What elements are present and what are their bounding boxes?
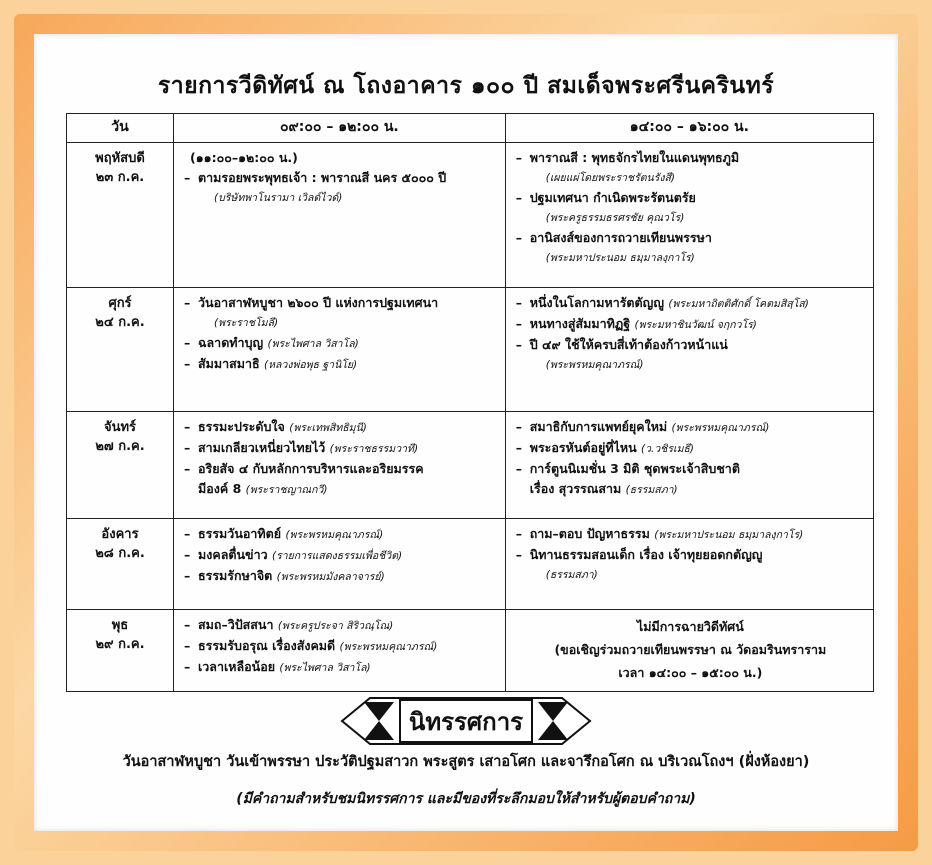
bullet-dash: – <box>184 547 191 562</box>
bullet-dash: – <box>515 295 522 310</box>
program-speaker: (พระมหาชินวัฒน์ จกฺกวโร) <box>634 319 757 331</box>
page-title: รายการวีดิทัศน์ ณ โถงอาคาร ๑๐๐ ปี สมเด็จพระศรีนครินทร์ <box>157 73 775 99</box>
program-title: ธรรมรักษาจิต <box>198 568 273 583</box>
program-speaker: (รายการแสดงธรรมเพื่อชีวิต) <box>271 550 403 562</box>
bullet-dash: – <box>515 440 522 455</box>
header-morning: ๐๙:๐๐ – ๑๒:๐๐ น. <box>174 114 506 143</box>
program-title: ตามรอยพระพุทธเจ้า : พาราณสี นคร ๕๐๐๐ ปี <box>198 170 447 185</box>
program-speaker: (บริษัทพาโนรามา เวิลด์ไวด์) <box>214 192 343 204</box>
schedule-table <box>66 113 874 692</box>
program-title: มีองค์ 8 <box>198 481 242 496</box>
program-title: หนึ่งในโลกามหารัตตัญญู <box>529 295 664 310</box>
time-note: (๑๑:๐๐–๑๒:๐๐ น.) <box>190 150 298 165</box>
program-title: เวลาเหลือน้อย <box>198 659 276 674</box>
program-item <box>516 524 865 545</box>
afternoon-cell <box>505 519 873 610</box>
table-row <box>67 412 874 519</box>
day-name: จันทร์ <box>103 420 137 435</box>
program-speaker: (พระราชธรรมวาที) <box>329 443 419 455</box>
bullet-dash: – <box>515 230 522 245</box>
bullet-dash: – <box>515 337 522 352</box>
bullet-dash: – <box>184 638 191 653</box>
bullet-dash: – <box>515 190 522 205</box>
bullet-dash: – <box>515 316 522 331</box>
bullet-dash: – <box>184 335 191 350</box>
program-title: ธรรมวันอาทิตย์ <box>198 526 282 541</box>
program-title: พาราณสี : พุทธจักรไทยในแดนพุทธภูมิ <box>529 150 740 165</box>
program-speaker: (ธรรมสภา) <box>545 569 598 581</box>
program-speaker: (หลวงพ่อพุธ ฐานิโย) <box>264 359 358 371</box>
program-speaker: (พระไพศาล วิสาโล) <box>267 338 359 350</box>
day-cell <box>67 610 174 692</box>
bullet-dash: – <box>184 170 191 185</box>
program-title: สมถ–วิปัสสนา <box>198 617 274 632</box>
day-name: พุธ <box>111 618 129 633</box>
program-item <box>516 459 865 479</box>
bullet-dash: – <box>515 419 522 434</box>
program-speaker: (พระครูธรรมธรศรชัย คุณวโร) <box>545 212 685 224</box>
table-header-row <box>67 114 874 143</box>
morning-cell <box>174 143 506 288</box>
exhibition-description: วันอาสาฬหบูชา วันเข้าพรรษา ประวัติปฐมสาวก พระสูตร เสาอโศก และจารึกอโศก ณ บริเวณโถงฯ (ฝั่งห้องยา) <box>122 754 810 770</box>
program-speaker: (พระเทพสิทธิมุนี) <box>289 422 367 434</box>
program-continuation <box>516 479 865 500</box>
program-item <box>516 188 865 208</box>
morning-cell <box>174 519 506 610</box>
program-title: เรื่อง สุวรรณสาม <box>529 481 622 496</box>
afternoon-cell <box>505 610 873 692</box>
program-item <box>516 335 865 355</box>
program-item <box>184 636 497 657</box>
program-item <box>184 293 497 313</box>
afternoon-cell <box>505 412 873 519</box>
program-speaker: (ธรรมสภา) <box>625 484 678 496</box>
bullet-dash: – <box>515 526 522 541</box>
program-continuation <box>184 479 497 500</box>
program-speaker: (พระราชญาณกวี) <box>245 484 328 496</box>
bullet-dash: – <box>184 295 191 310</box>
program-title: ปี ๔๙ ใช้ให้ครบสี่เท้าต้องก้าวหน้าแน่ <box>529 337 728 352</box>
bullet-dash: – <box>184 617 191 632</box>
day-date: ๒๙ ก.ค. <box>95 637 145 652</box>
program-item <box>516 148 865 168</box>
bullet-dash: – <box>184 568 191 583</box>
program-speaker: (พระพรหมคุณาภรณ์) <box>671 422 770 434</box>
program-title: หนทางสู่สัมมาทิฏฐิ <box>529 316 631 331</box>
morning-cell <box>174 412 506 519</box>
program-item <box>184 333 497 354</box>
bullet-dash: – <box>184 526 191 541</box>
header-afternoon: ๑๔:๐๐ – ๑๖:๐๐ น. <box>505 114 873 143</box>
program-speaker: (พระมหาประนอม ธมฺมาลงฺกาโร) <box>654 529 804 541</box>
program-title: มงคลตื่นข่าว <box>198 547 268 562</box>
program-item <box>516 438 865 459</box>
morning-cell <box>174 288 506 412</box>
exhibition-note: (มีคำถามสำหรับชมนิทรรศการ และมีของที่ระลึกมอบให้สำหรับผู้ตอบคำถาม) <box>236 791 696 807</box>
morning-cell <box>174 610 506 692</box>
program-item <box>184 657 497 678</box>
program-title: วันอาสาฬหบูชา ๒๖๐๐ ปี แห่งการปฐมเทศนา <box>198 295 439 310</box>
program-title: ธรรมะประดับใจ <box>198 419 285 434</box>
program-speaker: (พระมหาถิตติศักดิ์ โคตมสิสฺโส) <box>668 298 809 310</box>
day-name: ศุกร์ <box>108 296 132 311</box>
bullet-dash: – <box>184 659 191 674</box>
day-name: อังคาร <box>101 527 139 542</box>
program-speaker: (เผยแผ่โดยพระราชรัตนรังสี) <box>545 172 676 184</box>
exhibition-banner <box>334 694 598 748</box>
document-page <box>34 34 898 831</box>
program-item <box>516 228 865 248</box>
no-show-notice: เวลา ๑๔:๐๐ – ๑๕:๐๐ น.) <box>618 665 763 680</box>
program-title: อานิสงส์ของการถวายเทียนพรรษา <box>529 230 712 245</box>
program-title: สัมมาสมาธิ <box>198 356 260 371</box>
program-item <box>184 545 497 566</box>
program-title: ถาม–ตอบ ปัญหาธรรม <box>529 526 650 541</box>
table-row <box>67 143 874 288</box>
program-speaker: (พระพรหมคุณาภรณ์) <box>339 641 438 653</box>
no-show-notice: (ขอเชิญร่วมถวายเทียนพรรษา ณ วัดอมรินทราราม <box>554 642 827 657</box>
program-title: การ์ตูนนิเมชั่น 3 มิติ ชุดพระเจ้าสิบชาติ <box>529 461 740 476</box>
program-speaker: (พระพรหมคุณาภรณ์) <box>285 529 384 541</box>
program-item <box>184 417 497 438</box>
program-speaker: (ว.วชิรเมธี) <box>641 443 695 455</box>
program-speaker: (พระครูประจา สิริวณฺโณ) <box>277 620 394 632</box>
day-cell <box>67 143 174 288</box>
day-name: พฤหัสบดี <box>95 151 145 166</box>
day-date: ๒๘ ก.ค. <box>95 546 145 561</box>
table-row <box>67 519 874 610</box>
afternoon-cell <box>505 288 873 412</box>
program-title: นิทานธรรมสอนเด็ก เรื่อง เจ้าทุยยอดกตัญญู <box>529 547 763 562</box>
day-cell <box>67 412 174 519</box>
day-date: ๒๗ ก.ค. <box>95 439 145 454</box>
program-speaker: (พระมหาประนอม ธมฺมาลงฺกาโร) <box>545 252 695 264</box>
day-cell <box>67 519 174 610</box>
bullet-dash: – <box>184 356 191 371</box>
program-title: สมาธิกับการแพทย์ยุคใหม่ <box>529 419 668 434</box>
program-speaker: (พระพรหมมังคลาจารย์) <box>276 571 385 583</box>
program-item <box>184 354 497 375</box>
day-date: ๒๓ ก.ค. <box>95 170 145 185</box>
program-item <box>184 168 497 188</box>
program-title: อริยสัจ ๔ กับหลักการบริหารและอริยมรรค <box>198 461 424 476</box>
program-title: สามเกลียวเหนี่ยวไทยไว้ <box>198 440 326 455</box>
program-speaker: (พระพรหมคุณาภรณ์) <box>545 359 644 371</box>
no-show-notice: ไม่มีการฉายวิดีทัศน์ <box>636 619 744 634</box>
program-item <box>184 438 497 459</box>
bullet-dash: – <box>515 150 522 165</box>
program-item <box>184 615 497 636</box>
program-title: ธรรมรับอรุณ เรื่องสังคมดี <box>198 638 336 653</box>
program-item <box>184 524 497 545</box>
program-title: พระอรหันต์อยู่ที่ไหน <box>529 440 637 455</box>
table-row <box>67 288 874 412</box>
table-row <box>67 610 874 692</box>
bullet-dash: – <box>184 461 191 476</box>
bullet-dash: – <box>515 547 522 562</box>
afternoon-cell <box>505 143 873 288</box>
program-item <box>516 417 865 438</box>
program-item <box>184 566 497 587</box>
header-day: วัน <box>67 114 174 143</box>
program-speaker: (พระราชโมลี) <box>214 317 279 329</box>
program-title: ปฐมเทศนา กำเนิดพระรัตนตรัย <box>529 190 696 205</box>
program-item <box>516 545 865 565</box>
bullet-dash: – <box>515 461 522 476</box>
day-cell <box>67 288 174 412</box>
exhibition-title: นิทรรศการ <box>408 707 524 736</box>
program-item <box>516 293 865 314</box>
program-speaker: (พระไพศาล วิสาโล) <box>279 662 371 674</box>
day-date: ๒๔ ก.ค. <box>95 315 145 330</box>
program-title: ฉลาดทำบุญ <box>198 335 264 350</box>
program-item <box>516 314 865 335</box>
bullet-dash: – <box>184 440 191 455</box>
bullet-dash: – <box>184 419 191 434</box>
program-item <box>184 459 497 479</box>
